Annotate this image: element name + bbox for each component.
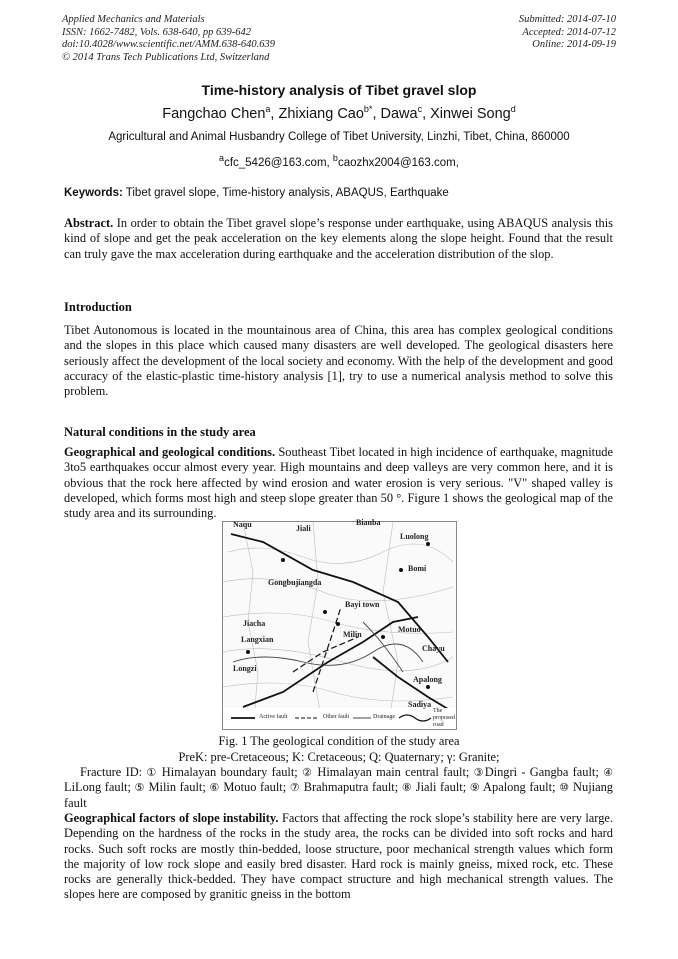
fault-name: Brahmaputra fault; [300, 780, 402, 795]
legend-proposed-road: The proposed road [433, 708, 455, 728]
author-name: Xinwei Song [430, 105, 511, 122]
fault-name: LiLong fault; [64, 780, 135, 795]
keywords-label: Keywords: [64, 187, 123, 199]
map-label-naqu: Naqu [233, 520, 252, 529]
fault-num: ③ [473, 766, 485, 779]
fault-num: ⑦ [289, 781, 301, 795]
fault-num: ② [302, 766, 314, 779]
geo-paragraph [64, 445, 613, 521]
abstract-paragraph [64, 216, 613, 262]
figure-legend-line: PreK: pre-Cretaceous; K: Cretaceous; Q: Quaternary; γ: Granite; [178, 750, 500, 764]
fault-name: Jiali fault; [412, 780, 470, 795]
email-b[interactable]: caozhx2004@163.com, [337, 156, 459, 169]
map-label-motuo: Motuo [398, 625, 421, 634]
factors-text: Factors that affecting the rock slope’s stability here are very large. Depending on the hardness of the rocks in the study area, the rocks can be divided into soft rocks and hard rocks. Such soft rocks are mostly thin-bedded, loose structure, poor mechanical strength values which form the majority of low rock slope and easily bred disaster. Hard rock is mainly gneiss, mixed rock, etc. These rocks are generally thick-bedded. They have compact structure and high mechanical strength values. The slopes here are composed by granitic gneiss in the bottom [64, 811, 614, 902]
abstract-text: In order to obtain the Tibet gravel slope’s response under earthquake, using ABAQUS analysis this kind of slope and get the peak acceleration on the key elements along the slope height. Found that the result can truly gave the max acceleration during earthquake and the acceleration distribution of the slop. [64, 216, 613, 261]
map-label-langxian: Langxian [241, 635, 274, 644]
abstract-label: Abstract. [64, 216, 114, 230]
journal-info [62, 14, 275, 64]
email-sup: b [332, 153, 338, 163]
geo-text: Southeast Tibet located in high incidence of earthquake, magnitude 3to5 earthquakes occur almost every year. High mountains and deep valleys are very common here, and it is obvious that the rock here affected by wind erosion and water erosion is very serious. "V" shaped valley is developed, which forms most high and steep slope greater than 50 °. Figure 1 shows the geological map of the study area and its surrounding. [64, 445, 613, 521]
issn-line: ISSN: 1662-7482, Vols. 638-640, pp 639-642 [62, 26, 251, 38]
email-a[interactable]: cfc_5426@163.com, [224, 156, 333, 169]
map-label-jiacha: Jiacha [243, 619, 266, 628]
fault-name: Milin fault; [144, 780, 210, 795]
figure-caption: Fig. 1 The geological condition of the study area [218, 734, 460, 748]
geo-label: Geographical and geological conditions. [64, 445, 276, 459]
fault-num: ⑤ [134, 781, 145, 795]
email-sup: a [219, 153, 225, 163]
fault-name: Dingri - Gangba fault; [484, 765, 604, 779]
legend-active-fault: Active fault [259, 714, 288, 720]
fault-name: Nujiang fault [64, 780, 613, 810]
author-name: Zhixiang Cao [278, 105, 364, 122]
map-label-bayi: Bayi town [345, 600, 380, 609]
paper-title: Time-history analysis of Tibet gravel slop [201, 82, 477, 98]
map-label-chayu: Chayu [422, 644, 445, 653]
author-sup: b* [363, 104, 373, 114]
author-name: Fangchao Chen [162, 105, 266, 122]
author-name: Dawa [380, 105, 418, 122]
submitted-date: Submitted: 2014-07-10 [518, 14, 616, 25]
fault-name: Apalong fault; [480, 780, 560, 795]
map-label-jiali: Jiali [296, 524, 311, 533]
keywords-text: Tibet gravel slope, Time-history analysis, ABAQUS, Earthquake [122, 187, 449, 199]
author-sep: , [372, 105, 381, 122]
fracture-list [64, 765, 613, 811]
factors-paragraph [64, 811, 613, 903]
fault-num: ⑧ [401, 781, 413, 795]
intro-paragraph: Tibet Autonomous is located in the mountainous area of China, this area has complex geological conditions and the slopes in this place which caused many disasters are well developed. The geological disasters here seriously affect the development of the local society and economy. With the help of the development and good accuracy of the elastic-plastic time-history analysis [1], try to use a numerical analysis method to solve this problem. [64, 323, 613, 399]
map-label-longzi: Longzi [233, 664, 257, 673]
affiliation: Agricultural and Animal Husbandry College of Tibet University, Linzhi, Tibet, China, 860000 [108, 131, 570, 143]
map-label-sadiya: Sadiya [408, 700, 432, 709]
fracture-label: Fracture ID: [80, 765, 147, 779]
natural-heading: Natural conditions in the study area [64, 425, 256, 439]
intro-heading: Introduction [64, 300, 132, 314]
fault-num: ⑩ [559, 781, 570, 795]
map-label-milin: Milin [343, 630, 362, 639]
map-label-luolong: Luolong [400, 532, 429, 541]
doi-line: doi:10.4028/www.scientific.net/AMM.638-640.639 [62, 39, 275, 50]
accepted-date: Accepted: 2014-07-12 [522, 26, 616, 38]
factors-label: Geographical factors of slope instability. [64, 811, 279, 825]
author-list [0, 104, 678, 122]
author-sep: , [270, 105, 279, 122]
online-date: Online: 2014-09-19 [532, 39, 616, 50]
fault-num: ⑥ [209, 781, 220, 795]
map-label-bomi: Bomi [408, 564, 427, 573]
legend-drainage: Drainage [373, 714, 395, 720]
map-label-bianba: Bianba [356, 518, 381, 527]
author-sup: c [417, 104, 423, 114]
fault-name: Himalayan main central fault; [313, 765, 474, 779]
author-sep: , [422, 105, 431, 122]
map-label-apalong: Apalong [413, 675, 442, 684]
legend-other-fault: Other fault [323, 714, 350, 720]
copyright-line: © 2014 Trans Tech Publications Ltd, Switzerland [62, 51, 270, 63]
fault-name: Himalayan boundary fault; [157, 765, 303, 779]
fault-num: ④ [603, 766, 613, 779]
keywords [64, 187, 616, 199]
map-label-gongbujiangda: Gongbujiangda [268, 578, 322, 587]
fault-name: Motuo fault; [219, 780, 290, 795]
journal-name: Applied Mechanics and Materials [62, 14, 205, 25]
fault-num: ⑨ [469, 781, 481, 795]
fault-num: ① [146, 766, 158, 779]
dates-info [519, 14, 616, 52]
email-line [0, 153, 678, 169]
author-sup: a [265, 104, 271, 114]
author-sup: d [510, 104, 516, 114]
geological-map-figure [222, 518, 457, 730]
